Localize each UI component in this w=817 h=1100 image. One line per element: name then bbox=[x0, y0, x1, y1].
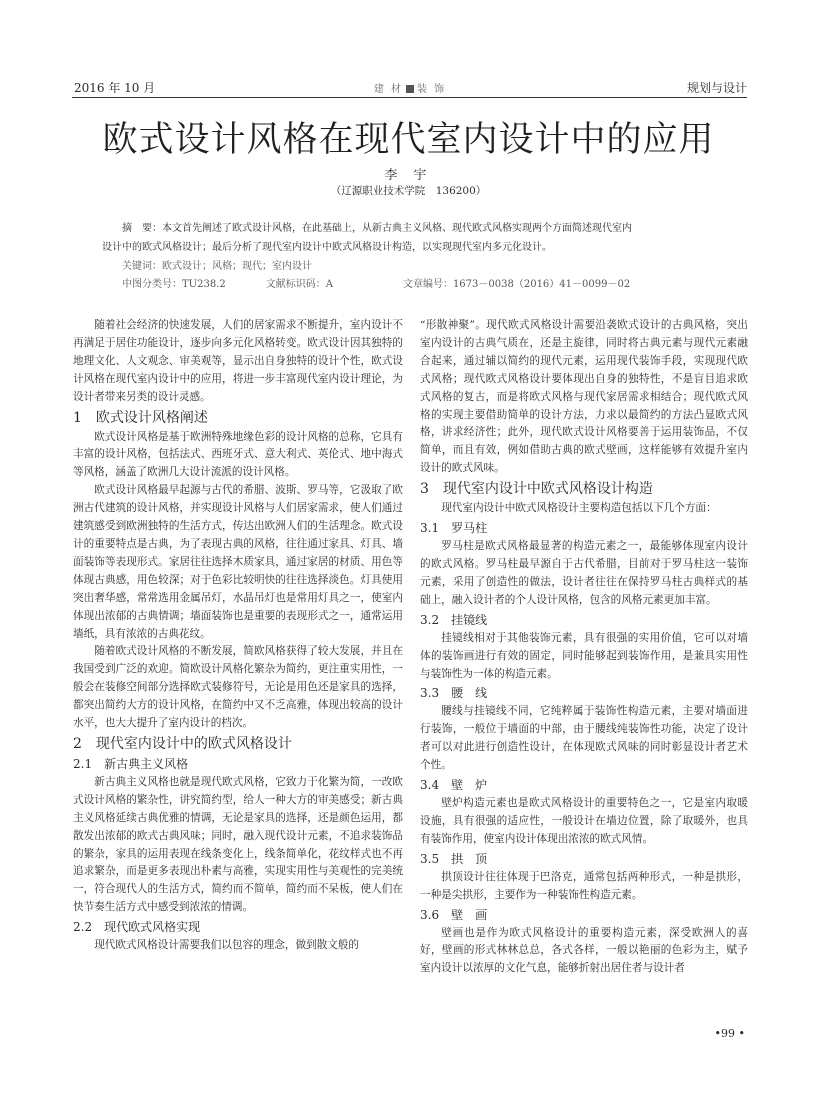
continued-paragraph: “形散神聚”。现代欧式风格设计需要沿袭欧式设计的古典风格，突出室内设计的古典气质在，还是主旋律，同时将古典元素与现代元素融合起来，通过辅以简约的现代元素，运用现代装饰手段，实现现代欧式风格；现代欧式风格设计要体现出自身的独特性，不是盲目追求欧式风格的复古，而是将欧式风格与现代家居需求相结合；现代欧式风格的实现主要借助简单的设计方法，力求以最简约的方法凸显欧式风格，讲求经济性；此外，现代欧式设计风格要善于运用装饰品，不仅简单，而且有效，例如借助古典的欧式壁画，这样能够有效提升室内设计的欧式风味。 bbox=[420, 319, 748, 475]
intro-paragraph: 随着社会经济的快速发展，人们的居家需求不断提升，室内设计不再满足于居住功能设计，逐步向多元化风格转变。欧式设计因其独特的地理文化、人文观念、审美观等，显示出自身独特的设计个性，欧式设计风格在现代室内设计中的应用，将进一步丰富现代室内设计理论，为设计者带来另类的设计灵感。 bbox=[73, 319, 403, 403]
section-3-heading: 3 现代室内设计中欧式风格设计构造 bbox=[420, 481, 653, 498]
section-3-4-paragraph: 壁炉构造元素也是欧式风格设计的重要特色之一，它是室内取暖设施，具有很强的适应性，一般设计在墙边位置，除了取暖外，也具有装饰作用，使室内设计体现出浓浓的欧式风情。 bbox=[420, 797, 748, 845]
article-title: 欧式设计风格在现代室内设计中的应用 bbox=[102, 120, 715, 160]
section-3-5-paragraph: 拱顶设计往往体现于巴洛克，通常包括两种形式，一种是拱形，一种是尖拱形，主要作为一种装饰性构造元素。 bbox=[420, 870, 748, 901]
section-3-intro: 现代室内设计中欧式风格设计主要构造包括以下几个方面： bbox=[441, 502, 717, 515]
section-1-paragraph-2: 欧式设计风格最早起源与古代的希腊、波斯、罗马等，它汲取了欧洲古代建筑的设计风格，并实现设计风格与人们居家需求，使人们通过建筑感受到欧洲独特的生活方式，传达出欧洲人们的生活理念。欧式设计的重要特点是古典，为了表现古典的风格，往往通过家具、灯具、墙面装饰等表现形式。家居往往选择木质家具，通过家居的材质、用色等体现古典感，用色较深；对于色彩比较明快的往往选择淡色。灯具使用突出奢华感，常常选用金属吊灯，水晶吊灯也是常用灯具之一，使室内体现出浓郁的古典情调；墙面装饰也是重要的表现形式之一，通常运用墙纸，具有浓浓的古典花纹。 bbox=[73, 484, 403, 640]
section-3-6-heading: 3.6 壁 画 bbox=[420, 907, 488, 922]
left-column bbox=[73, 317, 403, 955]
page-number: •99 • bbox=[714, 1027, 745, 1040]
section-3-1-paragraph: 罗马柱是欧式风格最显著的构造元素之一，最能够体现室内设计的欧式风格。罗马柱最早源自于古代希腊，目前对于罗马柱这一装饰元素，采用了创造性的做法，设计者往往在保持罗马柱古典样式的基础上，融入设计者的个人设计风格，包含的风格元素更加丰富。 bbox=[420, 540, 748, 606]
section-3-4-heading: 3.4 壁 炉 bbox=[420, 778, 488, 793]
header-divider bbox=[72, 97, 747, 98]
issue-date: 2016 年 10 月 bbox=[74, 81, 156, 95]
right-column bbox=[420, 317, 748, 978]
section-3-2-heading: 3.2 挂镜线 bbox=[420, 612, 488, 627]
section-1-paragraph-1: 欧式设计风格是基于欧洲特殊地缘色彩的设计风格的总称，它具有丰富的设计风格，包括法式、西班牙式、意大利式、英伦式、地中海式等风格，涵盖了欧洲几大设计流派的设计风格。 bbox=[73, 430, 403, 479]
classification-info: 中图分类号：TU238.2 文献标识码：A 文章编号：1673－0038（2016）41－0099－02 bbox=[122, 279, 631, 290]
abstract-line-2: 设计中的欧式风格设计；最后分析了现代室内设计中欧式风格设计构造，以实现现代室内多元化设计。 bbox=[102, 242, 552, 253]
section-3-6-paragraph: 壁画也是作为欧式风格设计的重要构造元素，深受欧洲人的喜好，壁画的形式林林总总，各式各样，一般以艳丽的色彩为主，赋予室内设计以浓厚的文化气息，能够折射出居住者与设计者 bbox=[420, 926, 748, 975]
section-name: 规划与设计 bbox=[686, 81, 747, 95]
section-2-2-heading: 2.2 现代欧式风格实现 bbox=[73, 920, 201, 935]
section-2-1-paragraph: 新古典主义风格也就是现代欧式风格，它致力于化繁为简，一改欧式设计风格的繁杂性，讲究简约型，给人一种大方的审美感受；新古典主义风格延续古典优雅的情调，无论是家具的选择，还是颜色运用，都散发出浓郁的欧式古典风味；同时，融入现代设计元素，不追求装饰品的繁杂，家具的运用表现在线条变化上，线条简单化，花纹样式也不再追求繁杂，而是更多表现出朴素与高雅，实现实用性与美观性的完美统一，符合现代人的生活方式，简约而不简单，简约而不呆板，使人们在快节奏生活方式中感受到浓浓的情调。 bbox=[73, 775, 403, 914]
author-name: 李 宇 bbox=[384, 168, 433, 183]
section-3-2-paragraph: 挂镜线相对于其他装饰元素，具有很强的实用价值，它可以对墙体的装饰画进行有效的固定，同时能够起到装饰作用，是兼具实用性与装饰性为一体的构造元素。 bbox=[420, 631, 748, 680]
keywords: 关键词：欧式设计；风格；现代；室内设计 bbox=[122, 261, 312, 272]
journal-name: 建 材 装 饰 bbox=[373, 84, 447, 95]
section-3-3-paragraph: 腰线与挂镜线不同，它纯粹属于装饰性构造元素，主要对墙面进行装饰，一般位于墙面的中部，由于腰线纯装饰性功能，决定了设计者可以对此进行创造性设计，在体现欧式风味的同时彰显设计者艺术个性。 bbox=[420, 705, 748, 772]
abstract-line-1: 摘 要：本文首先阐述了欧式设计风格，在此基础上，从新古典主义风格、现代欧式风格实现两个方面简述现代室内 bbox=[122, 223, 632, 234]
section-2-heading: 2 现代室内设计中的欧式风格设计 bbox=[73, 735, 292, 752]
section-1-heading: 1 欧式设计风格阐述 bbox=[73, 409, 208, 426]
section-2-2-paragraph: 现代欧式风格设计需要我们以包容的理念，做到散文般的 bbox=[94, 939, 360, 952]
section-3-5-heading: 3.5 拱 顶 bbox=[420, 851, 488, 866]
section-3-3-heading: 3.3 腰 线 bbox=[420, 686, 488, 701]
section-2-1-heading: 2.1 新古典主义风格 bbox=[73, 756, 189, 771]
section-1-paragraph-3: 随着欧式设计风格的不断发展，简欧风格获得了较大发展，并且在我国受到广泛的欢迎。简欧设计风格化繁杂为简约，更注重实用性，一般会在装修空间部分选择欧式装修符号，无论是用色还是家具的选择，都突出简约大方的设计风格，在简约中又不乏高雅，体现出较高的设计水平，也大大提升了室内设计的档次。 bbox=[73, 645, 403, 730]
author-affiliation: （辽源职业技术学院 136200） bbox=[330, 185, 487, 197]
separator-square-icon bbox=[406, 85, 414, 93]
section-3-1-heading: 3.1 罗马柱 bbox=[420, 521, 488, 536]
